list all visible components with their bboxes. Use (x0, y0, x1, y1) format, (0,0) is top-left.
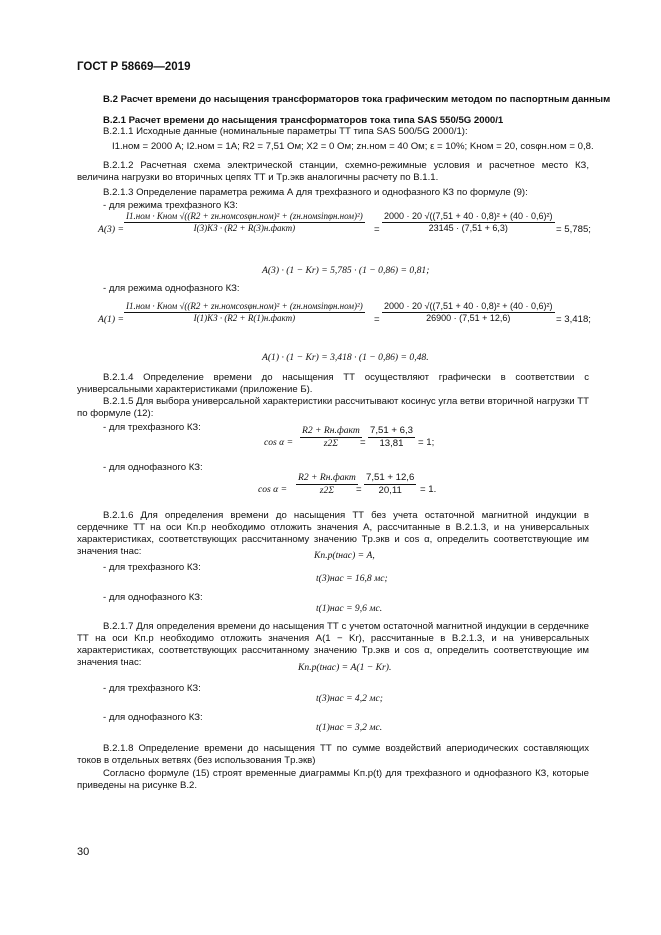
equals-sign: = (356, 484, 362, 495)
mode-1phase-label-c: - для однофазного КЗ: (103, 592, 203, 603)
para-last: Согласно формуле (15) строят временные диаграммы Kп.р(t) для трехфазного и однофазного КЗ, которые приведены на рисунке В.2. (77, 768, 589, 791)
para-b213: В.2.1.3 Определение параметра режима А для трехфазного и однофазного КЗ по формуле (9): (103, 187, 528, 198)
eq-tnas1-9: t(1)нас = 9,6 мс. (316, 603, 383, 614)
eq-a1-residual: A(1) · (1 − Kr) = 3,418 · (1 − 0,86) = 0,48. (262, 352, 429, 363)
eq-a1-lhs: A(1) = (98, 314, 124, 325)
cos3-result: = 1; (418, 437, 435, 448)
section-b2-title: В.2 Расчет времени до насыщения трансформаторов тока графическим методом по паспортным данным (103, 94, 611, 105)
eq-kpr-a-kr: Kп.р(tнас) = A(1 − Kr). (298, 662, 392, 673)
eq-a1-value-fraction (382, 301, 555, 325)
eq-a3-value-numerator: 2000 · 20 √((7,51 + 40 · 0,8)² + (40 · 0,6)²) (382, 211, 555, 223)
eq-a1-denominator: I(1)КЗ · (R2 + R(1)н.факт) (193, 313, 296, 324)
para-b215: В.2.1.5 Для выбора универсальной характеристики рассчитывают косинус угла ветви вторичной нагрузки ТТ по формуле (12): (77, 396, 589, 419)
para-b216: В.2.1.6 Для определения времени до насыщения ТТ без учета остаточной магнитной индукции в сердечнике ТТ на оси Kп.р необходимо отложить значения А, рассчитанные в В.2.1.3, и на универсальных характеристиках, соответствующих рассчитанному значению Tр.экв и cos α, определить соответствующие им значения tнас: (77, 510, 589, 557)
mode-1phase-label-d: - для однофазного КЗ: (103, 712, 203, 723)
cos3-value-fraction (368, 425, 415, 450)
eq-a3-value-fraction (382, 211, 555, 235)
mode-3phase-label: - для режима трехфазного КЗ: (103, 200, 238, 211)
para-b218: В.2.1.8 Определение времени до насыщения ТТ по сумме воздействий апериодических составляющих токов в отдельных ветвях (без использования Tр.экв) (77, 743, 589, 766)
mode-1phase-label: - для режима однофазного КЗ: (103, 283, 240, 294)
eq-a3-result: = 5,785; (556, 224, 591, 235)
cos3-numerator: R2 + Rн.факт (302, 425, 360, 436)
equals-sign: = (374, 314, 380, 325)
eq-a1-result: = 3,418; (556, 314, 591, 325)
cos3-denominator: z2Σ (323, 437, 339, 449)
cos1-value-numerator: 7,51 + 12,6 (366, 472, 415, 483)
para-b214: В.2.1.4 Определение времени до насыщения ТТ осуществляют графически в соответствии с универсальными характеристиками (приложение Б). (77, 372, 589, 395)
cos1-denominator: z2Σ (319, 484, 335, 496)
eq-tnas3-4: t(3)нас = 4,2 мс; (316, 693, 383, 704)
para-b217: В.2.1.7 Для определения времени до насыщения ТТ с учетом остаточной магнитной индукции в сердечнике ТТ на оси Kп.р необходимо отложить значения A(1 − Kr), рассчитанные в В.2.1.3, и на универсальных характеристиках, соответствующих рассчитанному значению Tр.экв и cos α, определить соответствующие им значения tнас: (77, 621, 589, 668)
eq-a3-denominator: I(3)КЗ · (R2 + R(3)н.факт) (193, 223, 296, 234)
eq-kpr-a: Kп.р(tнас) = A, (314, 550, 375, 561)
eq-tnas3-16: t(3)нас = 16,8 мс; (316, 573, 388, 584)
eq-a1-value-numerator: 2000 · 20 √((7,51 + 40 · 0,8)² + (40 · 0,6)²) (382, 301, 555, 313)
eq-a3-residual: A(3) · (1 − Kr) = 5,785 · (1 − 0,86) = 0,81; (262, 265, 430, 276)
eq-a3-lhs: A(3) = (98, 224, 124, 235)
cos1-value-fraction (364, 472, 416, 497)
cos3-fraction (300, 425, 362, 450)
equals-sign: = (374, 224, 380, 235)
eq-a1-numerator: I1.ном · Kном √((R2 + zн.номcosφн.ном)² + (zн.номsinφн.ном)²) (124, 301, 365, 313)
mode-1phase-label-b: - для однофазного КЗ: (103, 462, 203, 473)
cos3-lhs: cos α = (264, 437, 294, 448)
mode-3phase-label-d: - для трехфазного КЗ: (103, 683, 201, 694)
equals-sign: = (360, 437, 366, 448)
cos1-lhs: cos α = (258, 484, 288, 495)
initial-params: I1.ном = 2000 А; I2.ном = 1А; R2 = 7,51 Ом; X2 = 0 Ом; zн.ном = 40 Ом; ε = 10%; Kном = 20, cosφн.ном = 0,8. (112, 141, 594, 152)
eq-a3-value-denominator: 23145 · (7,51 + 6,3) (428, 223, 508, 234)
cos1-fraction (296, 472, 358, 497)
eq-a1-fraction (124, 301, 365, 325)
para-b212: В.2.1.2 Расчетная схема электрической станции, схемно-режимные условия и расчетное место КЗ, величина нагрузки во вторичных цепях ТТ и Tр.экв аналогичны расчету по В.1.1. (77, 160, 589, 183)
mode-3phase-label-c: - для трехфазного КЗ: (103, 562, 201, 573)
cos3-value-numerator: 7,51 + 6,3 (370, 425, 413, 436)
page-number: 30 (77, 846, 90, 858)
para-b211: В.2.1.1 Исходные данные (номинальные параметры ТТ типа SAS 500/5G 2000/1): (103, 126, 468, 137)
cos1-numerator: R2 + Rн.факт (298, 472, 356, 483)
eq-a3-fraction (124, 211, 365, 235)
eq-a3-numerator: I1.ном · Kном √((R2 + zн.номcosφн.ном)² + (zн.номsinφн.ном)²) (124, 211, 365, 223)
cos1-result: = 1. (420, 484, 437, 495)
cos3-value-denominator: 13,81 (379, 437, 404, 449)
section-b21-title: В.2.1 Расчет времени до насыщения трансформаторов тока типа SAS 550/5G 2000/1 (103, 115, 504, 126)
doc-header: ГОСТ Р 58669—2019 (77, 61, 191, 73)
mode-3phase-label-b: - для трехфазного КЗ: (103, 422, 201, 433)
eq-a1-value-denominator: 26900 · (7,51 + 12,6) (426, 313, 511, 324)
eq-tnas1-3: t(1)нас = 3,2 мс. (316, 722, 383, 733)
cos1-value-denominator: 20,11 (378, 484, 402, 496)
